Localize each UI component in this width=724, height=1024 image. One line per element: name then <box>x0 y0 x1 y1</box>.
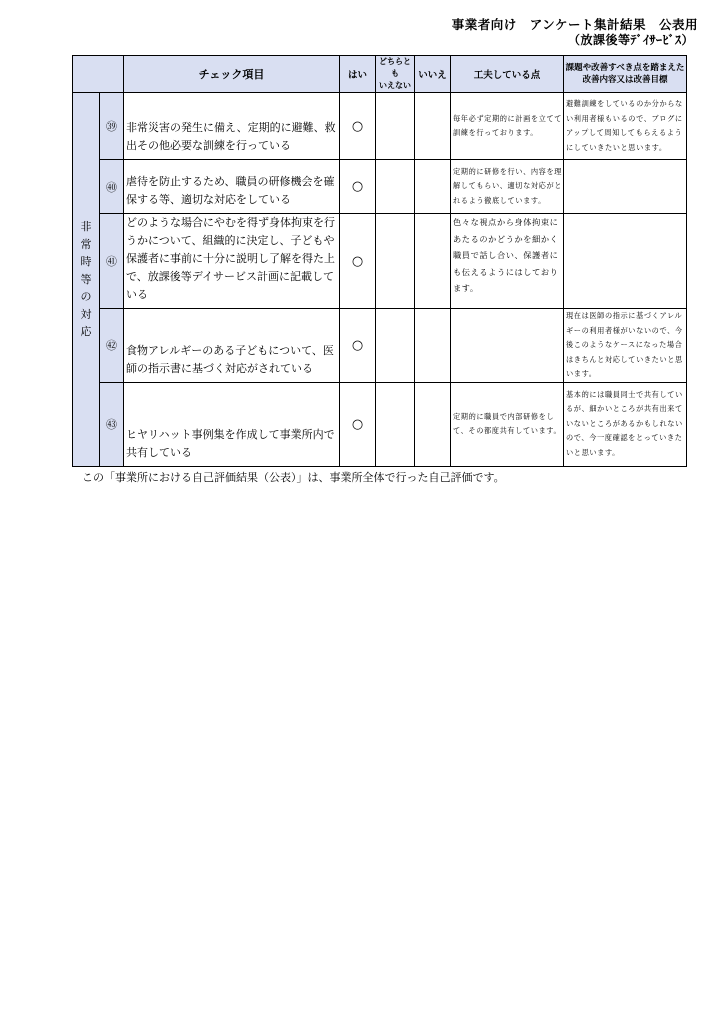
improvement-text <box>564 160 687 214</box>
yes-mark: ○ <box>340 214 376 309</box>
header-neither-line2: いえない <box>379 81 411 90</box>
evaluation-table <box>72 55 687 467</box>
yes-mark: ○ <box>340 160 376 214</box>
header-improvement-line1: 課題や改善すべき点を踏まえた <box>565 63 685 73</box>
improvement-text: 現在は医師の指示に基づくアレルギーの利用者様がいないので、今後このようなケースになった場合はきちんと対応していきたいと思います。 <box>564 309 687 383</box>
header-effort: 工夫している点 <box>451 56 564 93</box>
row-number: ㊴ <box>100 93 124 160</box>
table-row <box>73 309 687 383</box>
no-mark <box>415 382 451 466</box>
table-row <box>73 214 687 309</box>
header-blank-cell <box>73 56 124 93</box>
table-row <box>73 160 687 214</box>
no-mark <box>415 160 451 214</box>
table-row <box>73 93 687 160</box>
effort-text: 毎年必ず定期的に計画を立てて訓練を行っております。 <box>451 93 564 160</box>
footer-note: この「事業所における自己評価結果（公表）」は、事業所全体で行った自己評価です。 <box>82 471 505 484</box>
row-number: ㊷ <box>100 309 124 383</box>
neither-mark <box>376 214 415 309</box>
table-header-row <box>73 56 687 93</box>
header-neither-line1: どちらとも <box>379 57 411 78</box>
no-mark <box>415 93 451 160</box>
yes-mark: ○ <box>340 93 376 160</box>
row-number: ㊶ <box>100 214 124 309</box>
category-label: 非常時等の対応 <box>80 220 92 338</box>
header-check-item: チェック項目 <box>124 56 340 93</box>
improvement-text: 基本的には職員同士で共有しているが、細かいところが共有出来ていないところがあるかもしれないので、今一度確認をとっていきたいと思います。 <box>564 382 687 466</box>
no-mark <box>415 214 451 309</box>
header-yes: はい <box>340 56 376 93</box>
effort-text: 定期的に研修を行い、内容を理解してもらい、適切な対応がとれるよう徹底しています。 <box>451 160 564 214</box>
yes-mark: ○ <box>340 309 376 383</box>
check-item-text: ヒヤリハット事例集を作成して事業所内で共有している <box>124 382 340 466</box>
neither-mark <box>376 309 415 383</box>
header-neither <box>376 56 415 93</box>
no-mark <box>415 309 451 383</box>
check-item-text: どのような場合にやむを得ず身体拘束を行うかについて、組織的に決定し、子どもや保護者に事前に十分に説明し了解を得た上で、放課後等デイサービス計画に記載している <box>124 214 340 309</box>
neither-mark <box>376 382 415 466</box>
document-subtitle: （放課後等ﾃﾞｲｻｰﾋﾞｽ） <box>567 33 694 47</box>
table-row <box>73 382 687 466</box>
neither-mark <box>376 93 415 160</box>
header-improvement-line2: 改善内容又は改善目標 <box>582 75 668 85</box>
yes-mark: ○ <box>340 382 376 466</box>
effort-text <box>451 309 564 383</box>
improvement-text <box>564 214 687 309</box>
effort-text: 定期的に職員で内部研修をして、その都度共有しています。 <box>451 382 564 466</box>
improvement-text: 避難訓練をしているのか分からない利用者様もいるので、ブログにアップして周知してもらえるようにしていきたいと思います。 <box>564 93 687 160</box>
check-item-text: 食物アレルギーのある子どもについて、医師の指示書に基づく対応がされている <box>124 309 340 383</box>
header-improvement <box>564 56 687 93</box>
document-title: 事業者向け アンケート集計結果 公表用 <box>451 17 698 32</box>
row-number: ㊸ <box>100 382 124 466</box>
effort-text: 色々な視点から身体拘束にあたるのかどうかを細かく職員で話し合い、保護者にも伝えるようにはしております。 <box>451 214 564 309</box>
header-no: いいえ <box>415 56 451 93</box>
row-number: ㊵ <box>100 160 124 214</box>
category-cell <box>73 93 100 467</box>
neither-mark <box>376 160 415 214</box>
check-item-text: 虐待を防止するため、職員の研修機会を確保する等、適切な対応をしている <box>124 160 340 214</box>
check-item-text: 非常災害の発生に備え、定期的に避難、救出その他必要な訓練を行っている <box>124 93 340 160</box>
